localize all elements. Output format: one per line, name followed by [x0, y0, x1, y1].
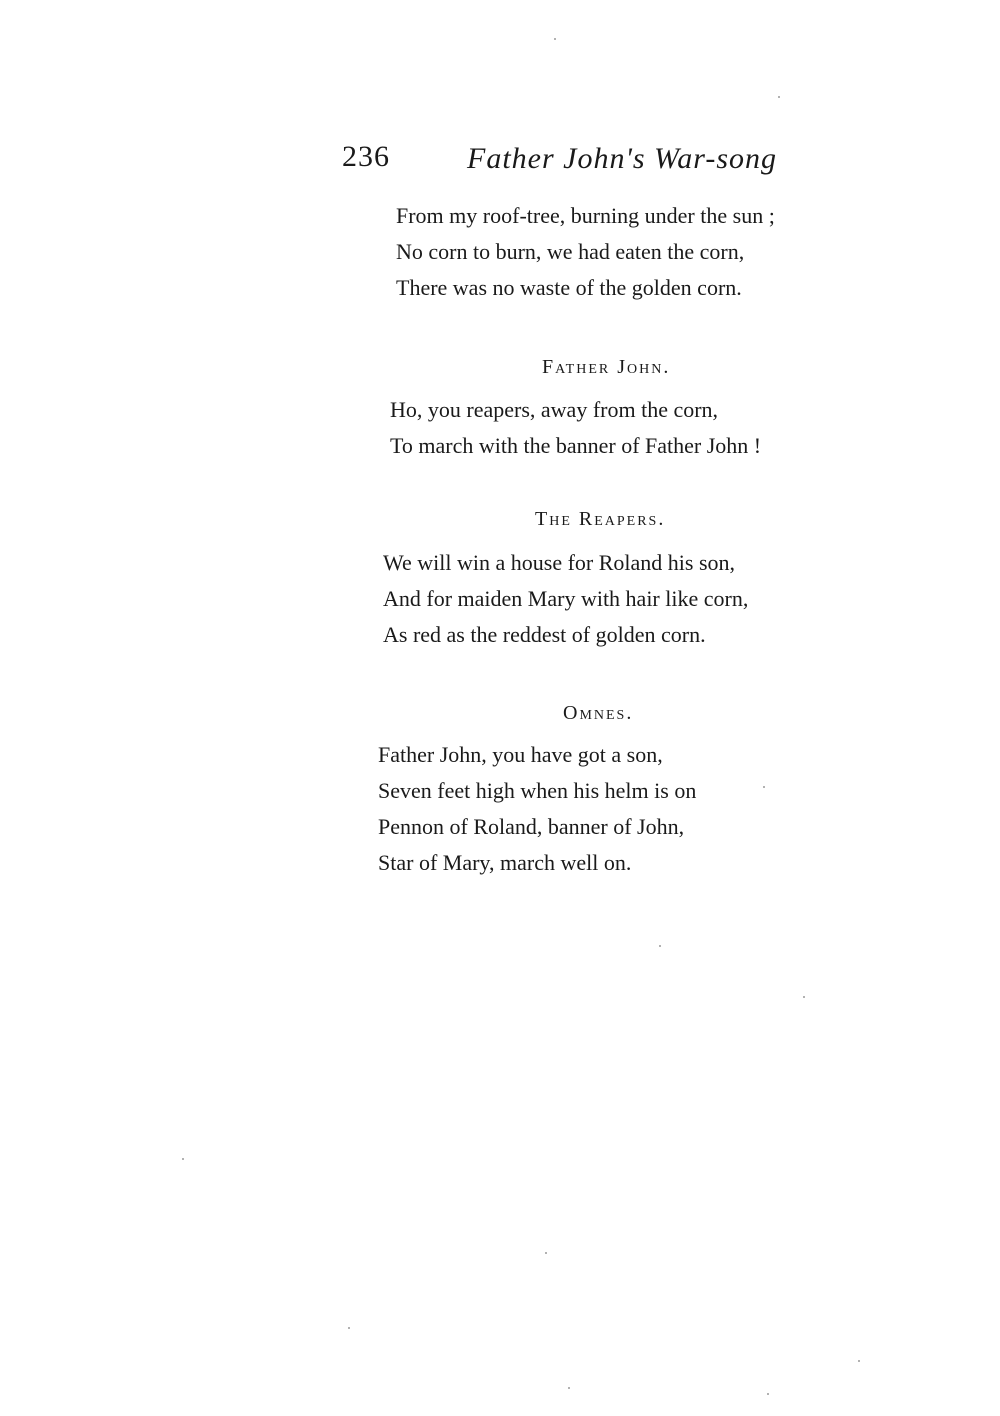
- stanza-3: [383, 545, 748, 653]
- verse-line: And for maiden Mary with hair like corn,: [383, 586, 749, 611]
- scan-speck: [182, 1158, 184, 1160]
- verse-line: Seven feet high when his helm is on: [378, 778, 697, 803]
- page-number: 236: [342, 140, 390, 173]
- stanza-4: [378, 737, 696, 881]
- scan-speck: [763, 786, 765, 788]
- scan-speck: [659, 945, 661, 947]
- speaker-heading-omnes: Omnes.: [563, 702, 634, 724]
- verse-line: We will win a house for Roland his son,: [383, 550, 736, 575]
- stanza-2: [390, 392, 761, 464]
- stanza-1: [396, 198, 775, 306]
- verse-line: To march with the banner of Father John !: [390, 433, 762, 458]
- verse-line: Ho, you reapers, away from the corn,: [390, 397, 719, 422]
- scan-speck: [778, 96, 780, 98]
- scan-speck: [545, 1252, 547, 1254]
- verse-line: From my roof-tree, burning under the sun ;: [396, 203, 775, 228]
- running-head: [342, 140, 782, 190]
- verse-line: There was no waste of the golden corn.: [396, 275, 742, 300]
- verse-line: Pennon of Roland, banner of John,: [378, 814, 685, 839]
- scan-speck: [858, 1360, 860, 1362]
- speaker-heading-father-john: Father John.: [542, 356, 671, 378]
- verse-line: Star of Mary, march well on.: [378, 850, 632, 875]
- speaker-heading-the-reapers: The Reapers.: [535, 508, 666, 530]
- page-title: Father John's War-song: [467, 142, 778, 175]
- scan-speck: [803, 996, 805, 998]
- scan-speck: [568, 1387, 570, 1389]
- scan-speck: [767, 1393, 769, 1395]
- verse-line: As red as the reddest of golden corn.: [383, 622, 706, 647]
- verse-line: No corn to burn, we had eaten the corn,: [396, 239, 745, 264]
- scan-speck: [554, 38, 556, 40]
- scan-speck: [348, 1327, 350, 1329]
- verse-line: Father John, you have got a son,: [378, 742, 663, 767]
